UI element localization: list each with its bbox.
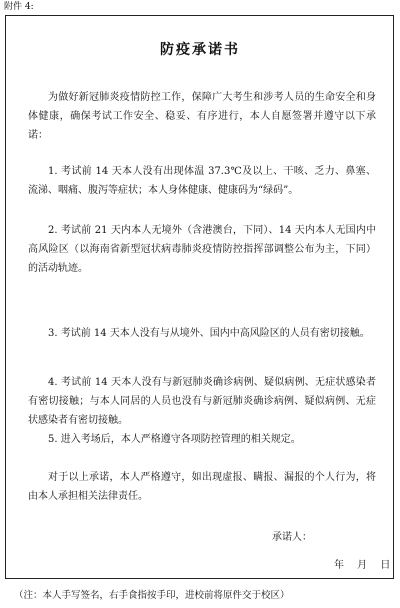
intro-paragraph: 为做好新冠肺炎疫情防控工作，保障广大考生和涉考人员的生命安全和身体健康，确保考试工作安全、稳妥、有序进行，本人自愿签署并遵守以下承诺： <box>28 92 376 141</box>
date-label: 年 月 日 <box>334 560 391 571</box>
commitment-item-4: 4. 考试前 14 天本人没有与新冠肺炎确诊病例、疑似病例、无症状感染者有密切接触；与本人同居的人员也没有与新冠肺炎确诊病例、疑似病例、无症状感染者有密切接触。 <box>28 377 376 426</box>
closing-paragraph: 对于以上承诺，本人严格遵守，如出现虚报、瞒报、漏报的个人行为，将由本人承担相关法律责任。 <box>28 472 376 502</box>
footnote: （注：本人手写签名，右手食指按手印，进校前将原件交于校区） <box>14 590 290 601</box>
document-title: 防疫承诺书 <box>160 42 240 58</box>
commitment-item-2: 2. 考试前 21 天内本人无境外（含港澳台，下同）、14 天内本人无国内中高风险区（以海南省新型冠状病毒肺炎疫情防控指挥部调整公布为主，下同）的活动轨迹。 <box>28 225 376 274</box>
commitment-item-5: 5. 进入考场后，本人严格遵守各项防控管理的相关规定。 <box>48 434 301 445</box>
commitment-item-3: 3. 考试前 14 天本人没有与从境外、国内中高风险区的人员有密切接触。 <box>48 328 370 339</box>
signer-label: 承诺人： <box>272 532 312 543</box>
commitment-item-1: 1. 考试前 14 天本人没有出现体温 37.3℃及以上、干咳、乏力、鼻塞、流涕、咽痛、腹泻等症状；本人身体健康、健康码为“绿码”。 <box>28 166 376 196</box>
attachment-label: 附件 4: <box>4 2 34 12</box>
